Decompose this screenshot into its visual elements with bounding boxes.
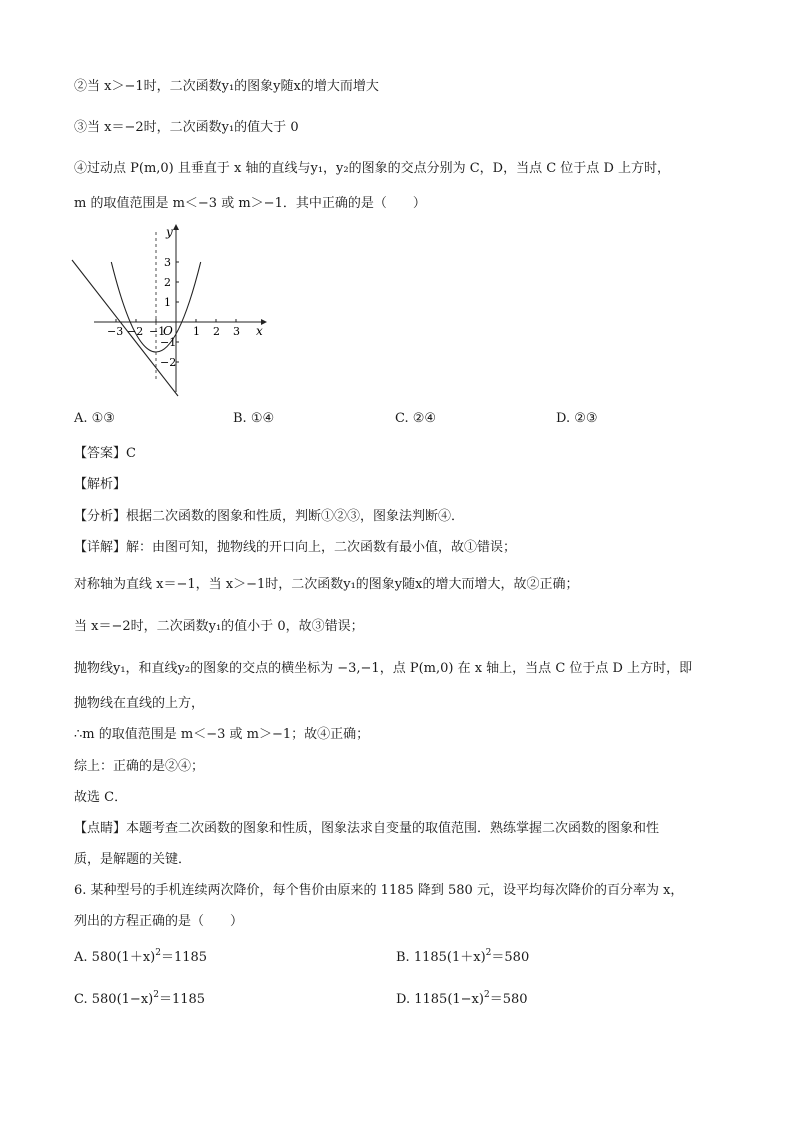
q6-option-b-exp: 2 [485,948,492,958]
q6-option-a-exp: 2 [155,948,161,958]
q6-option-c-exp: 2 [153,990,159,1000]
x-tick-1: 1 [193,325,200,338]
q6-option-b-rhs: ＝580 [491,950,530,965]
origin-label: O [163,324,173,338]
y-tick-1: 1 [164,296,171,309]
dianjing-line [74,817,659,836]
x-tick-neg3: −3 [107,325,124,338]
q6-option-a[interactable] [74,946,207,965]
solution-line-2: 对称轴为直线 x＝−1，当 x＞−1时，二次函数y₁的图象y随x的增大而增大，故②正确； [74,577,579,592]
option-a[interactable]: A. ①③ [74,411,115,426]
y-tick-3: 3 [164,256,171,269]
dianjing-tag: 【点睛】 [74,821,127,836]
fenxi-line [74,505,464,524]
answer-line [74,442,136,461]
fenxi-text: 根据二次函数的图象和性质，判断①②③，图象法判断④． [126,509,465,524]
x-tick-2: 2 [213,325,220,338]
q6-option-a-label: A. [74,950,88,965]
statement-3: ③当 x＝−2时，二次函数y₁的值大于 0 [74,120,299,135]
option-d[interactable]: D. ②③ [556,411,598,426]
y-tick-neg2: −2 [160,356,177,369]
analysis-tag: 【解析】 [74,477,127,492]
q6-option-b-eq: 1185(1＋x) [413,950,486,965]
q6-option-d-eq: 1185(1−x) [414,992,484,1007]
x-tick-neg2: −2 [127,325,144,338]
solution-line-5: 抛物线在直线的上方， [74,696,205,711]
y-axis-arrow [173,224,179,230]
q6-option-c-rhs: ＝1185 [158,992,206,1007]
function-graph [66,222,276,402]
y-tick-2: 2 [164,276,171,289]
statement-4-line-2: m 的取值范围是 m＜−3 或 m＞−1．其中正确的是（ ） [74,196,426,211]
x-tick-3: 3 [233,325,240,338]
dianjing-text: 本题考查二次函数的图象和性质，图象法求自变量的取值范围．熟练掌握二次函数的图象和性 [126,821,660,836]
statement-4-line-1: ④过动点 P(m,0) 且垂直于 x 轴的直线与y₁，y₂的图象的交点分别为 C，D，当点 C 位于点 D 上方时， [74,161,670,176]
option-c[interactable]: C. ②④ [395,411,437,426]
solution-line-3: 当 x＝−2时，二次函数y₁的值小于 0，故③错误； [74,619,364,634]
xiangjie-tag: 【详解】 [74,540,127,555]
x-tick-neg1: −1 [149,325,166,338]
q6-option-c[interactable] [74,988,205,1007]
q6-option-a-eq: 580(1＋x) [91,950,156,965]
q6-option-d-rhs: ＝580 [489,992,528,1007]
y-tick-neg1: −1 [160,336,177,349]
statement-2: ②当 x＞−1时，二次函数y₁的图象y随x的增大而增大 [74,79,379,94]
q6-option-d[interactable] [396,988,528,1007]
q6-option-c-label: C. [74,992,88,1007]
q6-option-b-label: B. [396,950,410,965]
solution-line-8: 故选 C． [74,790,128,805]
q6-option-d-label: D. [396,992,411,1007]
solution-line-6: ∴m 的取值范围是 m＜−3 或 m＞−1；故④正确； [74,727,370,742]
solution-line-7: 综上：正确的是②④； [74,759,205,774]
xiangjie-text: 解：由图可知，抛物线的开口向上，二次函数有最小值，故①错误； [126,540,517,555]
y-axis-label: y [166,225,173,239]
q6-line-1: 6. 某种型号的手机连续两次降价，每个售价由原来的 1185 降到 580 元，设平均每次降价的百分率为 x， [74,883,684,898]
solution-line-4: 抛物线y₁，和直线y₂的图象的交点的横坐标为 −3,−1，点 P(m,0) 在 x 轴上，当点 C 位于点 D 上方时，即 [74,661,693,676]
q6-option-a-rhs: ＝1185 [160,950,208,965]
x-axis-label: x [256,324,263,338]
answer-tag: 【答案】 [74,446,127,461]
xiangjie-line [74,536,516,555]
answer-value: C [126,446,136,461]
dianjing-text-2: 质，是解题的关键． [74,852,192,867]
fenxi-tag: 【分析】 [74,509,127,524]
option-b[interactable]: B. ①④ [233,411,275,426]
q6-option-b[interactable] [396,946,529,965]
q6-line-2: 列出的方程正确的是（ ） [74,914,244,929]
q6-option-c-eq: 580(1−x) [91,992,154,1007]
q6-option-d-exp: 2 [483,990,490,1000]
